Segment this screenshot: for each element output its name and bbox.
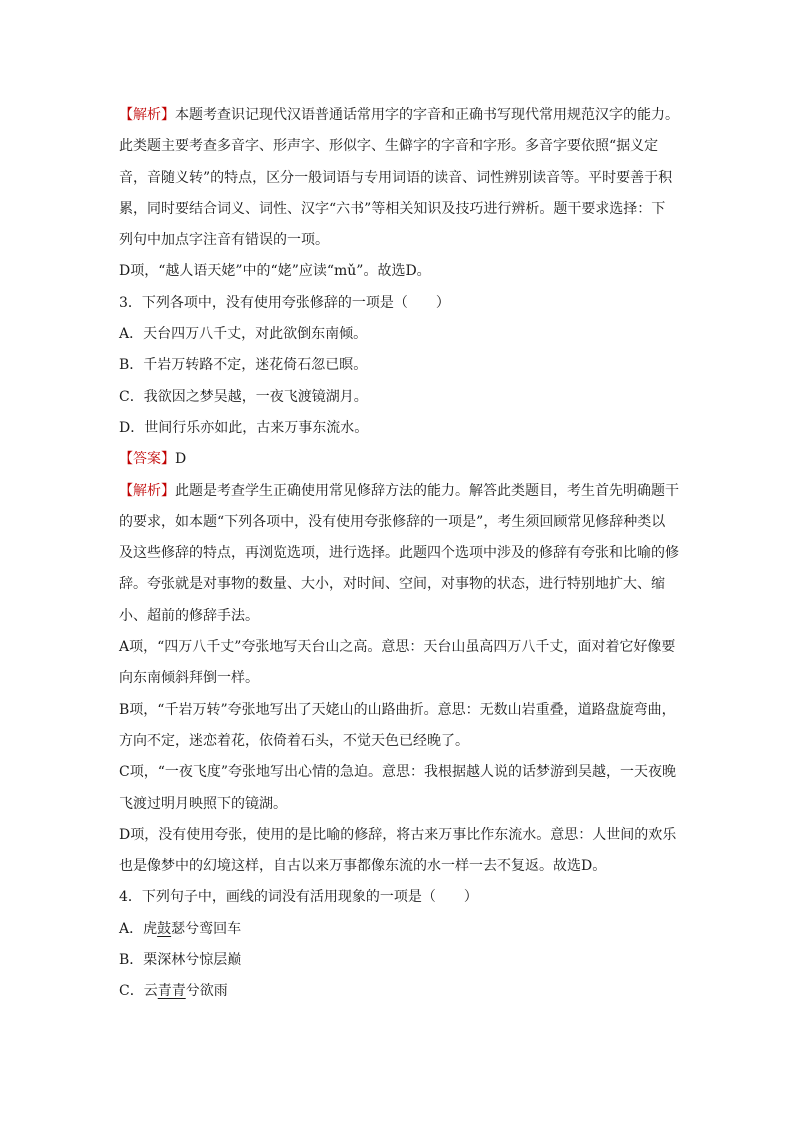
answer-tag: 【答案】: [119, 451, 175, 468]
underlined-word: 青青: [157, 983, 186, 1000]
question-3-option-c: C．我欲因之梦吴越，一夜飞渡镜湖月。: [119, 388, 368, 405]
answer-value: D: [175, 451, 187, 468]
document-page: [119, 100, 679, 1008]
explanation-paragraph-1: 此类题主要考查多音字、形声字、形似字、生僻字的字音和字形。多音字要依照“据义定音，音随义转”的特点，区分一般词语与专用词语的读音、词性辨别读音等。平时要善于积累，同时要结合词义、词性、汉字“六书”等相关知识及技巧进行辨析。题干要求选择：下列句中加点字注音有错误的一项。: [119, 138, 673, 249]
explanation-option-c: C项，“一夜飞度”夸张地写出心情的急迫。意思：我根据越人说的话梦游到吴越，一天夜晚飞渡过明月映照下的镜湖。: [119, 764, 677, 812]
question-4-stem: 4．下列句子中，画线的词没有活用现象的一项是（ ）: [119, 889, 478, 906]
explanation-option-d: D项，没有使用夸张，使用的是比喻的修辞，将古来万事比作东流水。意思：人世间的欢乐也是像梦中的幻境这样，自古以来万事都像东流的水一样一去不复返。故选D。: [119, 826, 677, 875]
analysis-paragraph-1: 【解析】本题考查识记现代汉语普通话常用字的字音和正确书写现代常用规范汉字的能力。: [119, 107, 679, 123]
question-3-option-a: A．天台四万八千丈，对此欲倒东南倾。: [119, 326, 368, 343]
answer-line-3: [119, 444, 679, 475]
analysis-tag: 【解析】: [119, 482, 175, 499]
question-3-option-d: D．世间行乐亦如此，古来万事东流水。: [119, 419, 369, 436]
question-4-option-c: C．云青青兮欲雨: [119, 983, 228, 1000]
explanation-option-a: A项，“四万八千丈”夸张地写天台山之高。意思：天台山虽高四万八千丈，面对着它好像要向东南倾斜拜倒一样。: [119, 639, 676, 687]
question-4-option-b: B．栗深林兮惊层巅: [119, 952, 242, 969]
underlined-word: 鼓: [157, 920, 172, 937]
analysis-paragraph-3: 【解析】此题是考查学生正确使用常见修辞方法的能力。解答此类题目，考生首先明确题干的要求，如本题“下列各项中，没有使用夸张修辞的一项是”，考生须回顾常见修辞种类以及这些修辞的特点，再浏览选项，进行选择。此题四个选项中涉及的修辞有夸张和比喻的修辞。夸张就是对事物的数量、大小，对时间、空间，对事物的状态，进行特别地扩大、缩小、超前的修辞手法。: [119, 482, 679, 624]
question-3-option-b: B．千岩万转路不定，迷花倚石忽已暝。: [119, 357, 368, 374]
question-4-option-a: A．虎鼓瑟兮鸾回车: [119, 920, 242, 937]
conclusion-line-1: D项，“越人语天姥”中的“姥”应读“mǔ”。故选D。: [119, 263, 431, 280]
explanation-option-b: B项，“千岩万转”夸张地写出了天姥山的山路曲折。意思：无数山岩重叠，道路盘旋弯曲，方向不定，迷恋着花，依倚着石头，不觉天色已经晚了。: [119, 701, 676, 749]
question-3-stem: 3．下列各项中，没有使用夸张修辞的一项是（ ）: [119, 294, 450, 311]
analysis-tag: 【解析】: [119, 107, 175, 123]
